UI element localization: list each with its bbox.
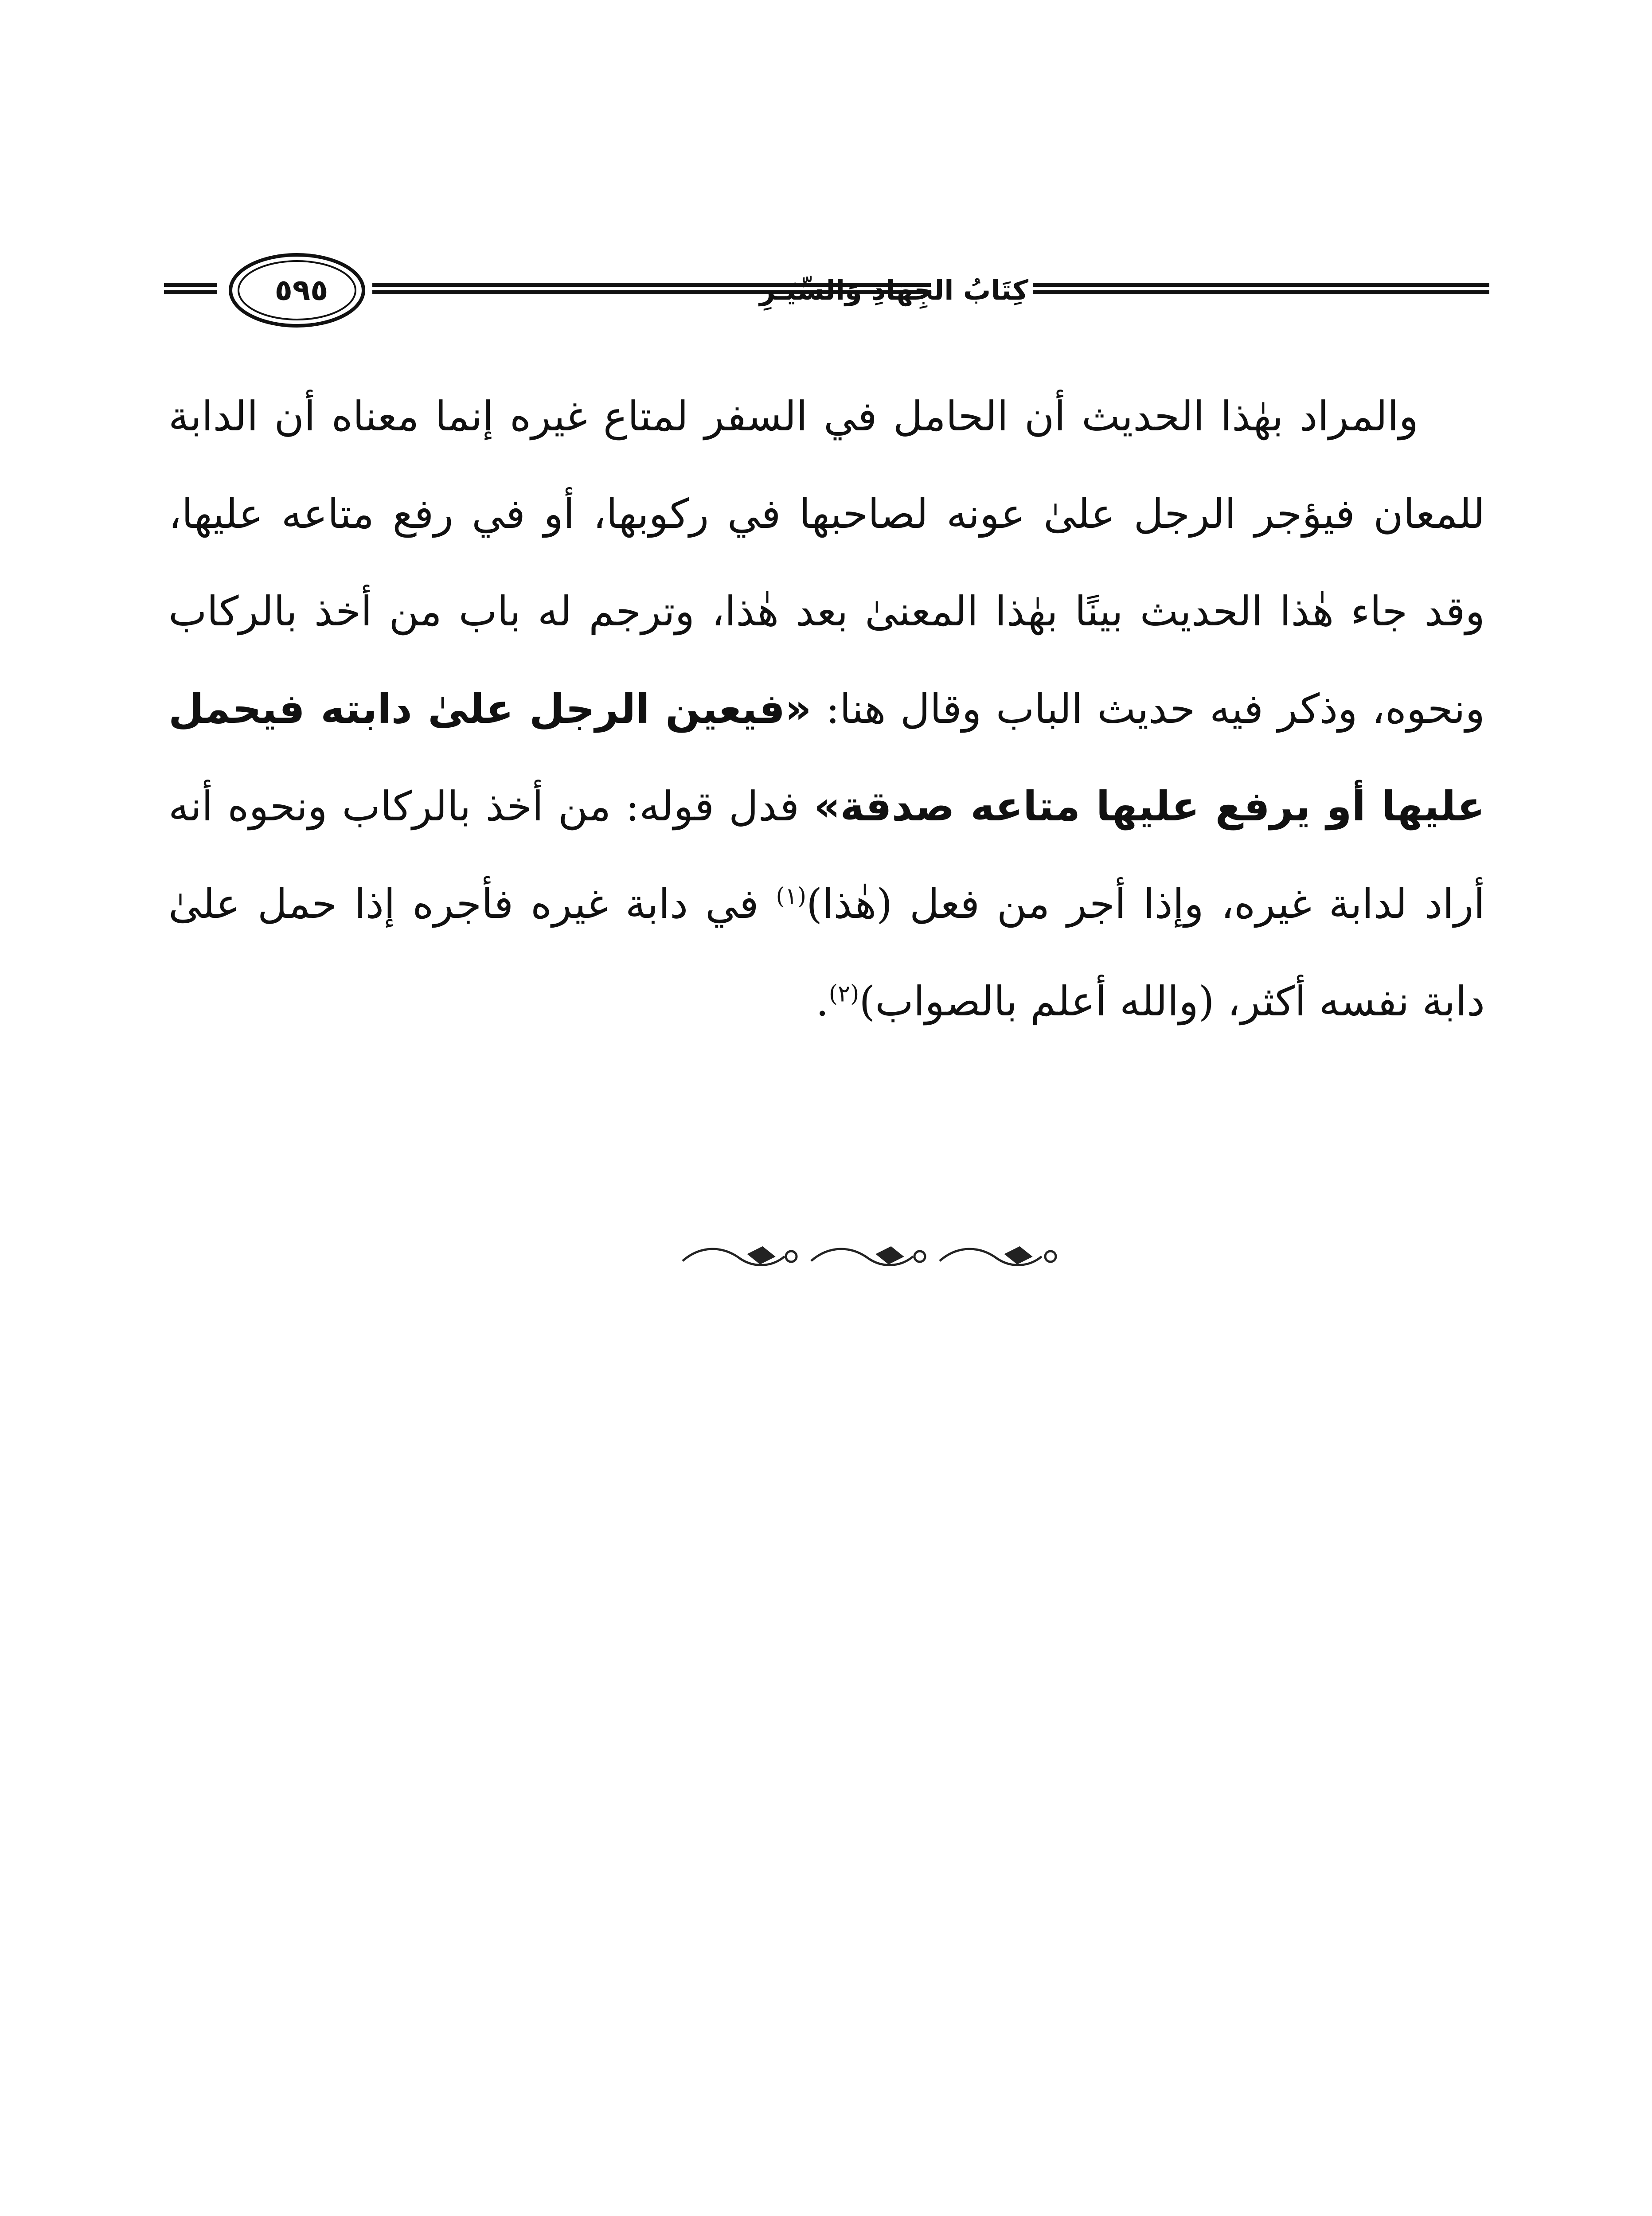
footnote-ref-2[interactable]: (٢) — [828, 980, 859, 1007]
page-number-badge — [224, 248, 370, 332]
paragraph-final-period: . — [816, 978, 829, 1025]
hadith-quote: «فيعين الرجل علىٰ دابته فيحمل عليها أو يرفع عليها متاعه صدقة» — [168, 685, 1485, 830]
page-number: ٥٩٥ — [274, 273, 328, 307]
book-title: كِتَابُ الجِهَادِ وَالسِّيَـرِ — [759, 274, 1028, 306]
running-header — [164, 248, 1489, 332]
footnote-ref-1[interactable]: (١) — [776, 883, 807, 910]
header-rule-right — [1033, 283, 1489, 294]
paragraph-middle: فدل قوله: من أخذ بالركاب ونحوه أنه أراد لدابة غيره، وإذا أجر من فعل (هٰذا) — [168, 783, 1485, 928]
paragraph-end: في دابة غيره فأجره إذا حمل علىٰ دابة نفسه أكثر، (والله أعلم بالصواب) — [168, 880, 1485, 1025]
paragraph-start: والمراد بهٰذا الحديث أن الحامل في السفر لمتاع غيره إنما معناه أن الدابة للمعان فيؤجر الرجل علىٰ عونه لصاحبها في ركوبها، أو في رفع متاعه عليها، وقد جاء هٰذا الحديث بينًا بهٰذا المعنىٰ بعد هٰذا، وترجم له باب من أخذ بالركاب ونحوه، وذكر فيه حديث الباب وقال هنا: — [168, 393, 1485, 733]
header-rule-left — [164, 283, 217, 294]
section-separator-ornament — [674, 1237, 1064, 1276]
main-paragraph — [168, 368, 1485, 1050]
